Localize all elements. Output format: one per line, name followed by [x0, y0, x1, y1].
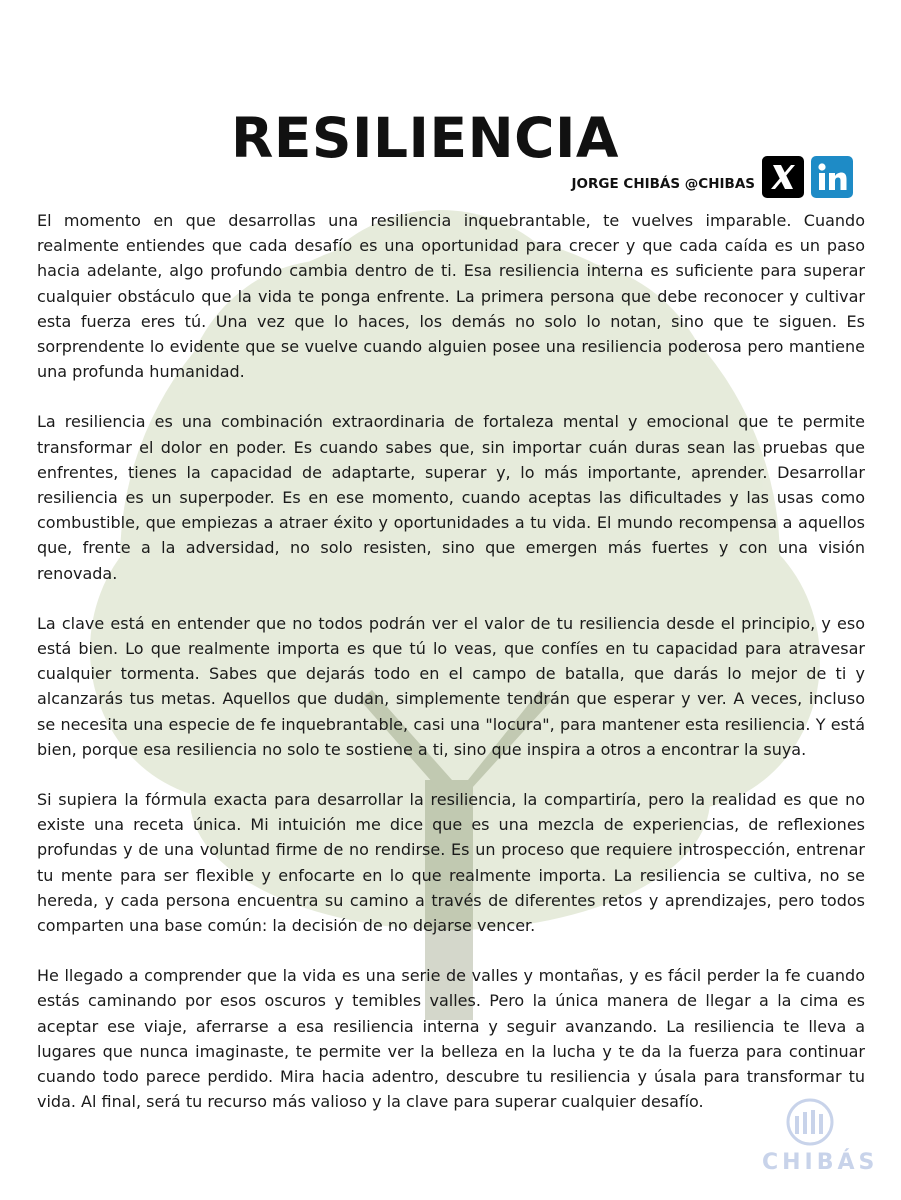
document-title: RESILIENCIA — [230, 106, 619, 170]
paragraph: La resiliencia es una combinación extraordinaria de fortaleza mental y emocional que te permite transformar el dolor en poder. Es cuando sabes que, sin importar cuán duras sean las pruebas que enfrentes, tienes la capacidad de adaptarte, superar y, lo más importante, aprender. Desarrollar resiliencia es un superpoder. Es en ese momento, cuando aceptas las dificultades y las usas como combustible, que empiezas a atraer éxito y oportunidades a tu vida. El mundo recompensa a aquellos que, frente a la adversidad, no solo resisten, sino que emergen más fuertes y con una visión renovada. — [37, 412, 865, 583]
paragraph: He llegado a comprender que la vida es una serie de valles y montañas, y es fácil perder la fe cuando estás caminando por esos oscuros y temibles valles. Pero la única manera de llegar a la cima es aceptar ese viaje, aferrarse a esa resiliencia interna y seguir avanzando. La resiliencia te lleva a lugares que nunca imaginaste, te permite ver la belleza en la lucha y te da la fuerza para continuar cuando todo parece perdido. Mira hacia adentro, descubre tu resiliencia y úsala para transformar tu vida. Al final, será tu recurso más valioso y la clave para superar cualquier desafío. — [37, 966, 865, 1112]
paragraph: Si supiera la fórmula exacta para desarrollar la resiliencia, la compartiría, pero la realidad es que no existe una receta única. Mi intuición me dice que es una mezcla de experiencias, de reflexiones profundas y de una voluntad firme de no rendirse. Es un proceso que requiere introspección, entrenar tu mente para ser flexible y enfocarte en lo que realmente importa. La resiliencia se cultiva, no se hereda, y cada persona encuentra su camino a través de diferentes retos y aprendizajes, pero todos comparten una base común: la decisión de no dejarse vencer. — [37, 790, 865, 936]
x-icon[interactable] — [762, 156, 804, 198]
paragraph: El momento en que desarrollas una resiliencia inquebrantable, te vuelves imparable. Cuando realmente entiendes que cada desafío es una oportunidad para crecer y que cada caída es un paso hacia adelante, algo profundo cambia dentro de ti. Esa resiliencia interna es suficiente para superar cualquier obstáculo que la vida te ponga enfrente. La primera persona que debe reconocer y cultivar esta fuerza eres tú. Una vez que lo haces, los demás no solo lo notan, sino que te siguen. Es sorprendente lo evidente que se vuelve cuando alguien posee una resiliencia poderosa pero mantiene una profunda humanidad. — [37, 211, 865, 382]
linkedin-icon[interactable] — [811, 156, 853, 198]
chibas-logo-text: CHIBÁS — [762, 1150, 879, 1175]
article-body — [37, 208, 865, 1140]
author-handle: JORGE CHIBÁS @CHIBAS — [571, 176, 755, 192]
paragraph: La clave está en entender que no todos podrán ver el valor de tu resiliencia desde el principio, y eso está bien. Lo que realmente importa es que tú lo veas, que confíes en tu capacidad para atravesar cualquier tormenta. Sabes que dejarás todo en el campo de batalla, que darás lo mejor de ti y alcanzarás tus metas. Aquellos que dudan, simplemente tendrán que esperar y ver. A veces, incluso se necesita una especie de fe inquebrantable, casi una "locura", para mantener esta resiliencia. Y está bien, porque esa resiliencia no solo te sostiene a ti, sino que inspira a otros a encontrar la suya. — [37, 613, 865, 759]
